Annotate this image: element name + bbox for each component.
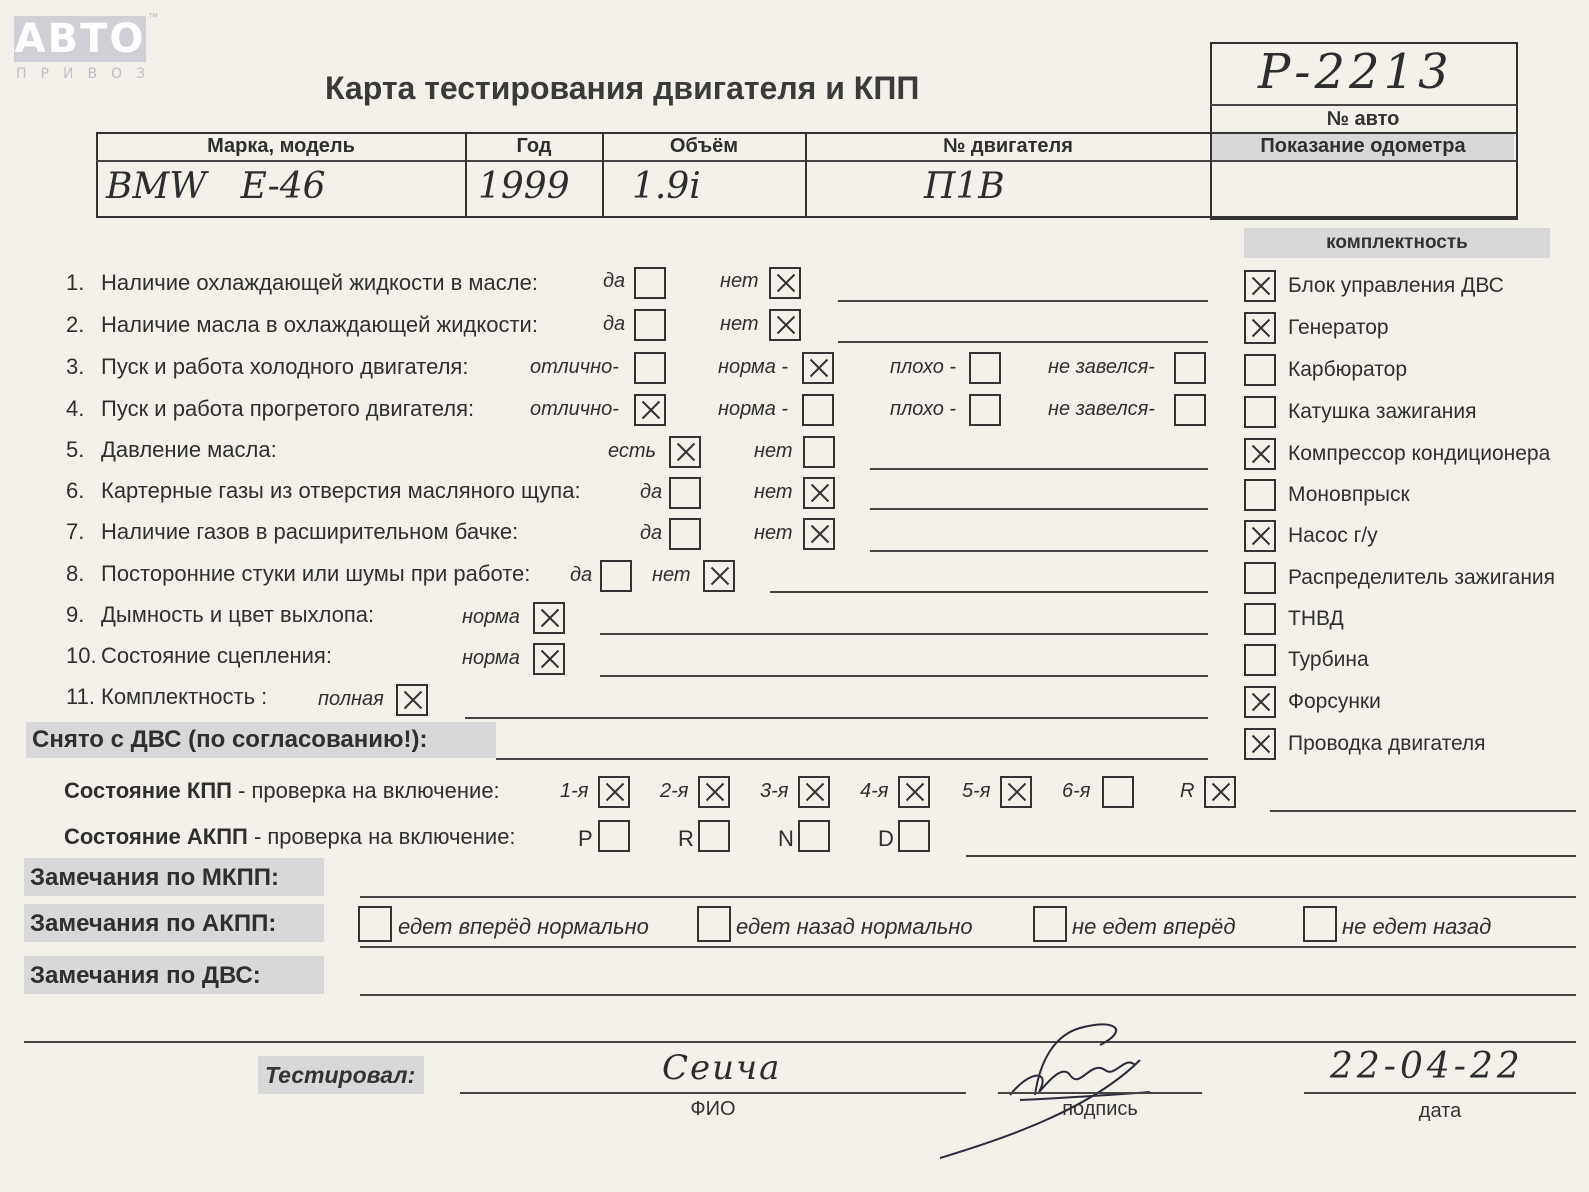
kit-checkbox-injection-pump[interactable] (1244, 603, 1276, 635)
q4-nezavelsya-checkbox[interactable] (1174, 394, 1206, 426)
kit-label-injection-pump: ТНВД (1288, 607, 1344, 630)
kit-checkbox-distributor[interactable] (1244, 562, 1276, 594)
col-header-odometer: Показание одометра (1260, 135, 1466, 157)
akpp-p-checkbox[interactable] (598, 820, 630, 852)
q1-da-checkbox[interactable] (634, 267, 666, 299)
signature-label: подпись (1062, 1098, 1138, 1120)
akpp-no-forward-checkbox[interactable] (1033, 906, 1067, 942)
q1-da-label: да (603, 270, 626, 292)
logo-text: АВТО (14, 16, 146, 62)
q3-norma-label: норма - (718, 356, 789, 378)
akpp-n-label: N (778, 826, 794, 851)
remarks-mkpp-label: Замечания по МКПП: (30, 864, 280, 891)
q6-da-label: да (640, 481, 663, 503)
q2-net-checkbox[interactable] (769, 309, 801, 341)
q3-num: 3. (66, 354, 85, 379)
q7-text: Наличие газов в расширительном бачке: (101, 519, 519, 544)
remarks-akpp-label: Замечания по АКПП: (30, 910, 277, 937)
q10-norma-checkbox[interactable] (533, 643, 565, 675)
q1-text: Наличие охлаждающей жидкости в масле: (101, 270, 538, 295)
fio-label: ФИО (690, 1098, 736, 1120)
q6-da-checkbox[interactable] (669, 477, 701, 509)
kit-label-wiring: Проводка двигателя (1288, 732, 1486, 755)
q10-num: 10. (66, 643, 97, 668)
q5-est-checkbox[interactable] (669, 436, 701, 468)
kit-label-ignition-coil: Катушка зажигания (1288, 400, 1477, 423)
remarks-dvs-label: Замечания по ДВС: (30, 962, 261, 989)
q3-text: Пуск и работа холодного двигателя: (101, 354, 469, 379)
q8-da-checkbox[interactable] (600, 560, 632, 592)
gear-3-label: 3-я (760, 780, 789, 802)
q1-note-line[interactable] (838, 300, 1208, 302)
q4-text: Пуск и работа прогретого двигателя: (101, 396, 475, 421)
q5-num: 5. (66, 437, 85, 462)
q5-net-checkbox[interactable] (803, 436, 835, 468)
q7-da-label: да (640, 522, 663, 544)
q1-num: 1. (66, 270, 85, 295)
q2-text: Наличие масла в охлаждающей жидкости: (101, 312, 538, 337)
kit-checkbox-ignition-coil[interactable] (1244, 396, 1276, 428)
logo-subtitle: ПРИВОЗ (16, 66, 160, 82)
trademark-mark: ™ (148, 12, 158, 23)
q7-num: 7. (66, 519, 85, 544)
q6-text: Картерные газы из отверстия масляного щупа: (101, 478, 581, 503)
kit-label-ecu: Блок управления ДВС (1288, 274, 1504, 297)
date-label: дата (1418, 1100, 1462, 1122)
q3-nezavelsya-label: не завелся- (1048, 356, 1155, 378)
kit-checkbox-wiring[interactable] (1244, 728, 1276, 760)
gear-2-checkbox[interactable] (698, 776, 730, 808)
gear-4-checkbox[interactable] (898, 776, 930, 808)
q2-da-checkbox[interactable] (634, 309, 666, 341)
akpp-r-checkbox[interactable] (698, 820, 730, 852)
kit-checkbox-carburetor[interactable] (1244, 354, 1276, 386)
kit-checkbox-ps-pump[interactable] (1244, 520, 1276, 552)
q8-note-line[interactable] (770, 591, 1208, 593)
q9-norma-label: норма (462, 606, 520, 628)
q5-note-line[interactable] (870, 468, 1208, 470)
q9-norma-checkbox[interactable] (533, 602, 565, 634)
remarks-dvs-line[interactable] (360, 994, 1576, 996)
date-value: 22-04-22 (1330, 1046, 1524, 1087)
car-number-value: Р-2213 (1258, 44, 1453, 100)
kit-label-monoinjection: Моновпрыск (1288, 483, 1410, 506)
kit-label-distributor: Распределитель зажигания (1288, 566, 1556, 589)
kit-label-ps-pump: Насос г/у (1288, 524, 1378, 547)
kit-label-generator: Генератор (1288, 316, 1389, 339)
akpp-r-label: R (678, 826, 694, 851)
removed-note-line[interactable] (496, 758, 1208, 760)
akpp-label-bold: Состояние АКПП (64, 824, 248, 849)
q6-num: 6. (66, 478, 85, 503)
q4-norma-label: норма - (718, 398, 789, 420)
akpp-reverse-ok-checkbox[interactable] (697, 906, 731, 942)
q2-net-label: нет (720, 313, 759, 335)
q2-note-line[interactable] (838, 341, 1208, 343)
q11-polnaya-checkbox[interactable] (396, 684, 428, 716)
kit-label-ac-compressor: Компрессор кондиционера (1288, 442, 1551, 465)
q6-note-line[interactable] (870, 508, 1208, 510)
gear-r-checkbox[interactable] (1204, 776, 1236, 808)
q3-otlichno-checkbox[interactable] (634, 352, 666, 384)
kit-checkbox-injectors[interactable] (1244, 686, 1276, 718)
gear-5-checkbox[interactable] (1000, 776, 1032, 808)
kit-checkbox-generator[interactable] (1244, 312, 1276, 344)
kpp-label-bold: Состояние КПП (64, 778, 232, 803)
kit-label-injectors: Форсунки (1288, 690, 1381, 713)
q5-text: Давление масла: (101, 437, 277, 462)
akpp-label (64, 824, 516, 850)
q10-note-line[interactable] (600, 675, 1208, 677)
q11-text: Комплектность : (101, 684, 268, 709)
akpp-n-checkbox[interactable] (798, 820, 830, 852)
q1-net-checkbox[interactable] (769, 267, 801, 299)
akpp-d-checkbox[interactable] (898, 820, 930, 852)
model-value: BMW E-46 (106, 166, 326, 207)
akpp-no-forward-label: не едет вперёд (1072, 914, 1236, 939)
gear-2-label: 2-я (660, 780, 689, 802)
kit-checkbox-ac-compressor[interactable] (1244, 438, 1276, 470)
remarks-akpp-line[interactable] (360, 946, 1576, 948)
kit-title: комплектность (1326, 232, 1468, 253)
col-header-model: Марка, модель (207, 135, 355, 157)
fio-value: Сеича (662, 1048, 782, 1088)
gear-3-checkbox[interactable] (798, 776, 830, 808)
col-header-volume: Объём (669, 135, 739, 157)
q1-net-label: нет (720, 270, 759, 292)
akpp-forward-ok-checkbox[interactable] (358, 906, 392, 942)
q3-nezavelsya-checkbox[interactable] (1174, 352, 1206, 384)
q9-note-line[interactable] (600, 633, 1208, 635)
q4-otlichno-checkbox[interactable] (634, 394, 666, 426)
q11-num: 11. (66, 684, 95, 709)
kit-checkbox-monoinjection[interactable] (1244, 479, 1276, 511)
kit-checkbox-ecu[interactable] (1244, 270, 1276, 302)
q8-net-checkbox[interactable] (703, 560, 735, 592)
brand-logo (14, 16, 146, 62)
q11-polnaya-label: полная (318, 688, 384, 710)
fio-line[interactable] (460, 1092, 966, 1094)
q7-net-label: нет (754, 522, 793, 544)
gear-1-label: 1-я (560, 780, 589, 802)
akpp-no-reverse-checkbox[interactable] (1303, 906, 1337, 942)
gear-4-label: 4-я (860, 780, 889, 802)
kit-label-carburetor: Карбюратор (1288, 358, 1408, 381)
gear-5-label: 5-я (962, 780, 991, 802)
q11-note-line[interactable] (465, 717, 1208, 719)
tested-label: Тестировал: (265, 1062, 416, 1088)
q5-net-label: нет (754, 440, 793, 462)
q4-nezavelsya-label: не завелся- (1048, 398, 1155, 420)
q3-otlichno-label: отлично- (530, 356, 619, 378)
col-header-engine-no: № двигателя (943, 135, 1073, 157)
q8-text: Посторонние стуки или шумы при работе: (101, 561, 531, 586)
kpp-label (64, 778, 500, 804)
q8-num: 8. (66, 561, 85, 586)
q8-da-label: да (570, 564, 593, 586)
q2-da-label: да (603, 313, 626, 335)
q6-net-checkbox[interactable] (803, 477, 835, 509)
engine-no-value: П1B (924, 166, 1005, 207)
akpp-p-label: P (578, 826, 593, 851)
q3-ploho-label: плохо - (890, 356, 957, 378)
col-header-year: Год (516, 135, 552, 157)
q4-ploho-checkbox[interactable] (969, 394, 1001, 426)
gear-1-checkbox[interactable] (598, 776, 630, 808)
gear-6-checkbox[interactable] (1102, 776, 1134, 808)
page-title: Карта тестирования двигателя и КПП (325, 70, 920, 106)
q10-norma-label: норма (462, 647, 520, 669)
q2-num: 2. (66, 312, 85, 337)
q7-net-checkbox[interactable] (803, 518, 835, 550)
q4-num: 4. (66, 396, 85, 421)
akpp-reverse-ok-label: едет назад нормально (736, 914, 973, 939)
q4-otlichno-label: отлично- (530, 398, 619, 420)
akpp-d-label: D (878, 826, 894, 851)
gear-6-label: 6-я (1062, 780, 1091, 802)
q7-da-checkbox[interactable] (669, 518, 701, 550)
akpp-forward-ok-label: едет вперёд нормально (398, 914, 649, 939)
kpp-note-line[interactable] (1270, 810, 1576, 812)
kit-label-turbo: Турбина (1288, 648, 1369, 671)
q3-ploho-checkbox[interactable] (969, 352, 1001, 384)
akpp-no-reverse-label: не едет назад (1342, 914, 1492, 939)
q5-est-label: есть (608, 440, 657, 462)
remarks-dvs-line-2[interactable] (24, 1041, 1576, 1043)
kpp-label-rest: - проверка на включение: (231, 778, 500, 803)
akpp-label-rest: - проверка на включение: (247, 824, 516, 849)
q4-ploho-label: плохо - (890, 398, 957, 420)
volume-value: 1.9i (632, 166, 701, 207)
q6-net-label: нет (754, 481, 793, 503)
gear-r-label: R (1180, 780, 1195, 802)
signature-icon (940, 1000, 1180, 1170)
year-value: 1999 (478, 166, 570, 207)
q3-norma-checkbox[interactable] (802, 352, 834, 384)
date-line[interactable] (1304, 1092, 1576, 1094)
q9-num: 9. (66, 602, 85, 627)
removed-label: Снято с ДВС (по согласованию!): (32, 726, 428, 753)
car-number-label: № авто (1326, 108, 1400, 130)
q9-text: Дымность и цвет выхлопа: (101, 602, 375, 627)
q8-net-label: нет (652, 564, 691, 586)
akpp-note-line[interactable] (966, 855, 1576, 857)
divider (1210, 104, 1516, 106)
signature-line[interactable] (998, 1092, 1202, 1094)
q7-note-line[interactable] (870, 550, 1208, 552)
kit-checkbox-turbo[interactable] (1244, 644, 1276, 676)
q4-norma-checkbox[interactable] (802, 394, 834, 426)
q10-text: Состояние сцепления: (101, 643, 332, 668)
remarks-mkpp-line[interactable] (360, 896, 1576, 898)
